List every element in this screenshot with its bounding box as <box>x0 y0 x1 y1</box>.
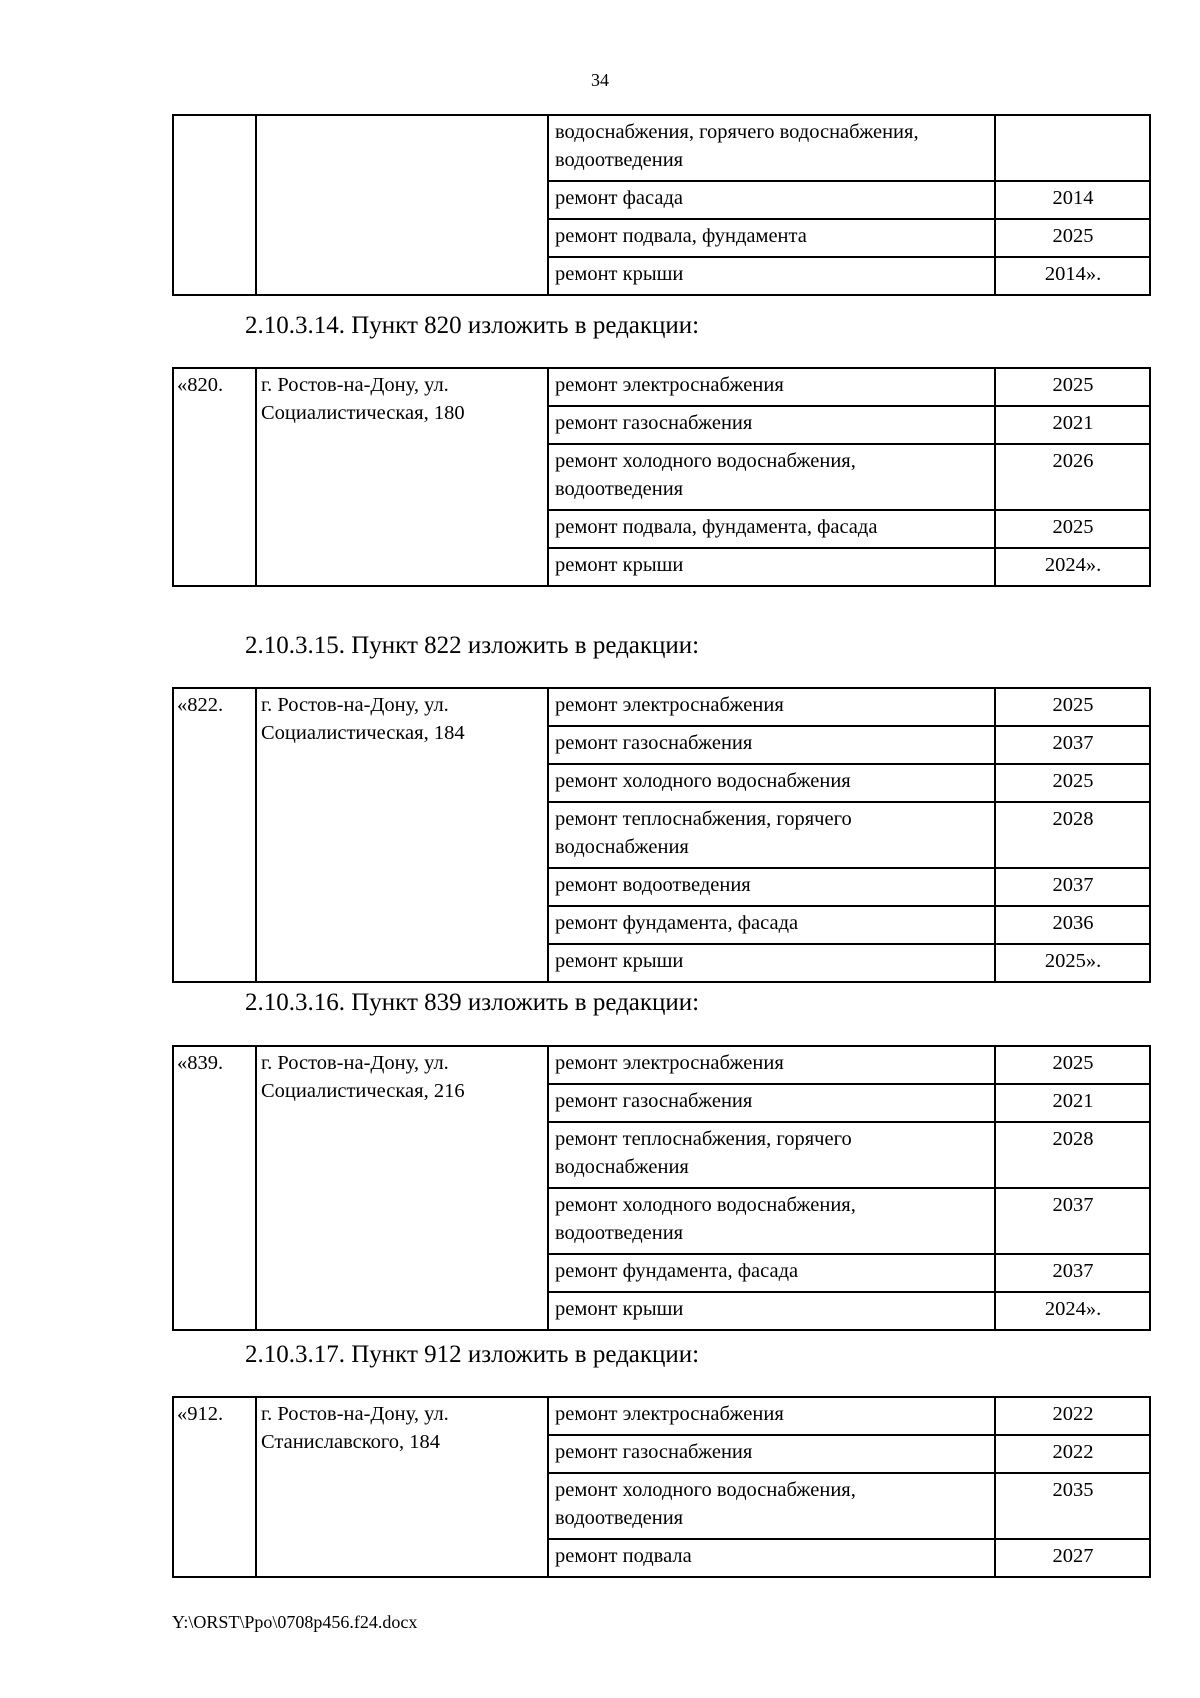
item-address: г. Ростов-на-Дону, ул. Станиславского, 184 <box>256 1397 548 1577</box>
year-cell: 2037 <box>995 1254 1150 1292</box>
work-cell: ремонт крыши <box>548 1292 995 1330</box>
year-cell: 2024». <box>995 548 1150 586</box>
work-cell: ремонт газоснабжения <box>548 1435 995 1473</box>
table-row <box>173 1046 1150 1084</box>
item-number: «839. <box>173 1046 256 1330</box>
work-cell: ремонт холодного водоснабжения, водоотведения <box>548 444 995 510</box>
year-cell: 2036 <box>995 906 1150 944</box>
work-cell: ремонт крыши <box>548 944 995 982</box>
work-cell: ремонт фундамента, фасада <box>548 906 995 944</box>
work-cell: ремонт холодного водоснабжения, водоотведения <box>548 1473 995 1539</box>
year-cell: 2025 <box>995 368 1150 406</box>
item-table <box>172 1396 1151 1578</box>
work-cell: ремонт газоснабжения <box>548 726 995 764</box>
item-table <box>172 1045 1151 1331</box>
year-cell: 2025 <box>995 219 1150 257</box>
year-cell: 2021 <box>995 1084 1150 1122</box>
work-cell: ремонт холодного водоснабжения <box>548 764 995 802</box>
year-cell: 2026 <box>995 444 1150 510</box>
work-cell: ремонт электроснабжения <box>548 688 995 726</box>
year-cell: 2014». <box>995 257 1150 295</box>
year-cell: 2025». <box>995 944 1150 982</box>
year-cell: 2035 <box>995 1473 1150 1539</box>
work-cell: ремонт газоснабжения <box>548 406 995 444</box>
item-table <box>172 687 1151 983</box>
year-cell: 2037 <box>995 868 1150 906</box>
year-cell <box>995 115 1150 181</box>
item-address: г. Ростов-на-Дону, ул. Социалистическая, 180 <box>256 368 548 586</box>
year-cell: 2025 <box>995 1046 1150 1084</box>
year-cell: 2024». <box>995 1292 1150 1330</box>
year-cell: 2022 <box>995 1435 1150 1473</box>
carryover-table <box>172 114 1151 296</box>
work-cell: ремонт подвала, фундамента <box>548 219 995 257</box>
work-cell: ремонт электроснабжения <box>548 1397 995 1435</box>
year-cell: 2025 <box>995 688 1150 726</box>
year-cell: 2025 <box>995 510 1150 548</box>
work-cell: ремонт электроснабжения <box>548 1046 995 1084</box>
address-cell <box>256 115 548 295</box>
year-cell: 2014 <box>995 181 1150 219</box>
table-row <box>173 368 1150 406</box>
item-address: г. Ростов-на-Дону, ул. Социалистическая, 216 <box>256 1046 548 1330</box>
work-cell: ремонт крыши <box>548 257 995 295</box>
work-cell: ремонт электроснабжения <box>548 368 995 406</box>
work-cell: ремонт подвала <box>548 1539 995 1577</box>
work-cell: ремонт теплоснабжения, горячего водоснабжения <box>548 802 995 868</box>
file-path-footer: Y:\ORST\Ppo\0708p456.f24.docx <box>172 1612 418 1632</box>
table-row <box>173 1397 1150 1435</box>
section-heading: 2.10.3.17. Пункт 912 изложить в редакции: <box>245 1341 700 1368</box>
work-cell: водоснабжения, горячего водоснабжения, водоотведения <box>548 115 995 181</box>
section-heading: 2.10.3.14. Пункт 820 изложить в редакции: <box>245 312 700 339</box>
year-cell: 2028 <box>995 1122 1150 1188</box>
work-cell: ремонт холодного водоснабжения, водоотведения <box>548 1188 995 1254</box>
work-cell: ремонт крыши <box>548 548 995 586</box>
item-number: «912. <box>173 1397 256 1577</box>
item-number: «820. <box>173 368 256 586</box>
work-cell: ремонт газоснабжения <box>548 1084 995 1122</box>
page-number: 34 <box>591 70 609 90</box>
year-cell: 2037 <box>995 1188 1150 1254</box>
work-cell: ремонт фундамента, фасада <box>548 1254 995 1292</box>
year-cell: 2025 <box>995 764 1150 802</box>
year-cell: 2037 <box>995 726 1150 764</box>
work-cell: ремонт фасада <box>548 181 995 219</box>
work-cell: ремонт водоотведения <box>548 868 995 906</box>
table-row <box>173 688 1150 726</box>
section-heading: 2.10.3.16. Пункт 839 изложить в редакции: <box>245 989 700 1016</box>
table-row <box>173 115 1150 181</box>
year-cell: 2028 <box>995 802 1150 868</box>
work-cell: ремонт подвала, фундамента, фасада <box>548 510 995 548</box>
item-number: «822. <box>173 688 256 982</box>
year-cell: 2021 <box>995 406 1150 444</box>
item-address: г. Ростов-на-Дону, ул. Социалистическая, 184 <box>256 688 548 982</box>
year-cell: 2027 <box>995 1539 1150 1577</box>
item-table <box>172 367 1151 587</box>
section-heading: 2.10.3.15. Пункт 822 изложить в редакции: <box>245 632 700 659</box>
work-cell: ремонт теплоснабжения, горячего водоснабжения <box>548 1122 995 1188</box>
year-cell: 2022 <box>995 1397 1150 1435</box>
num-cell <box>173 115 256 295</box>
